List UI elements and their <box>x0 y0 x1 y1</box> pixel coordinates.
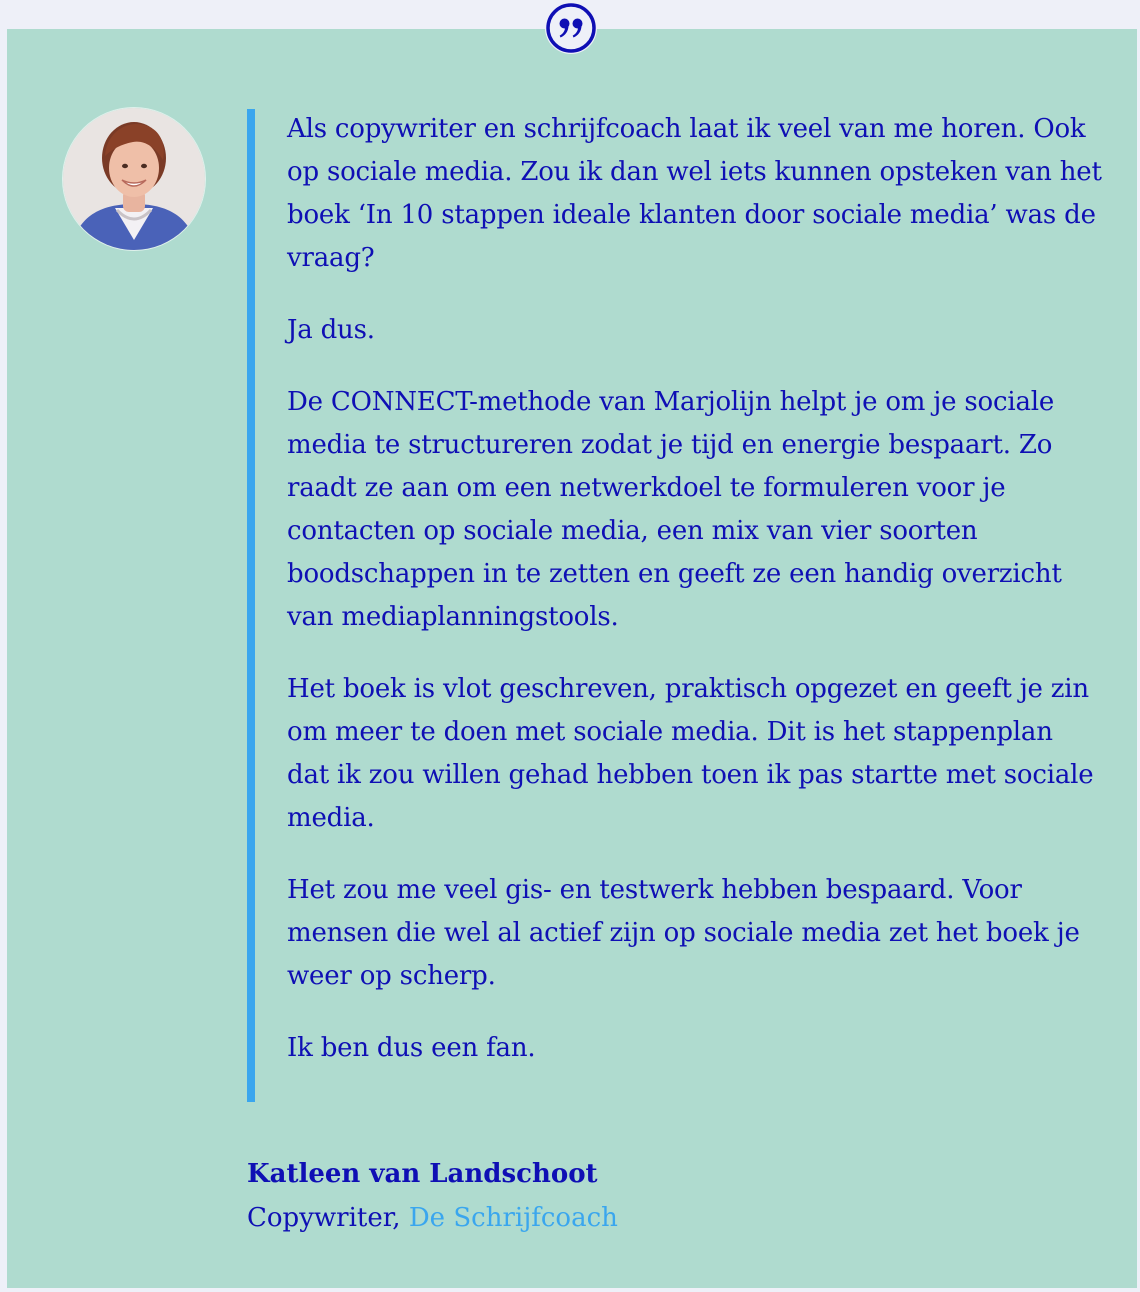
quote-paragraph-2: Ja dus. <box>287 315 375 345</box>
quote-paragraph-3: De CONNECT-methode van Marjolijn helpt je om je sociale media te structureren zodat je tijd en energie bespaart. Zo raadt ze aan om een netwerkdoel te formuleren voor je contacten op sociale media, een mix van vier soorten boodschappen in te zetten en geeft ze een handig overzicht van mediaplanningstools. <box>287 387 1062 632</box>
author-name: Katleen van Landschoot <box>247 1159 598 1189</box>
author-role <box>247 1196 618 1240</box>
author-company-link[interactable]: De Schrijfcoach <box>408 1203 618 1233</box>
testimonial-card <box>7 29 1137 1288</box>
testimonial-quote <box>287 108 1102 1099</box>
author-title: Copywriter, <box>247 1203 409 1233</box>
avatar <box>63 108 205 250</box>
quote-paragraph-1: Als copywriter en schrijfcoach laat ik veel van me horen. Ook op sociale media. Zou ik dan wel iets kunnen opsteken van het boek ‘In 10 stappen ideale klanten door sociale media’ was de vraag? <box>287 114 1102 273</box>
quote-paragraph-6: Ik ben dus een fan. <box>287 1033 536 1063</box>
author-block <box>247 1152 618 1240</box>
quote-icon <box>545 2 597 54</box>
quote-paragraph-4: Het boek is vlot geschreven, praktisch opgezet en geeft je zin om meer te doen met sociale media. Dit is het stappenplan dat ik zou willen gehad hebben toen ik pas startte met sociale media. <box>287 674 1094 833</box>
quote-paragraph-5: Het zou me veel gis- en testwerk hebben bespaard. Voor mensen die wel al actief zijn op sociale media zet het boek je weer op scherp. <box>287 875 1080 991</box>
